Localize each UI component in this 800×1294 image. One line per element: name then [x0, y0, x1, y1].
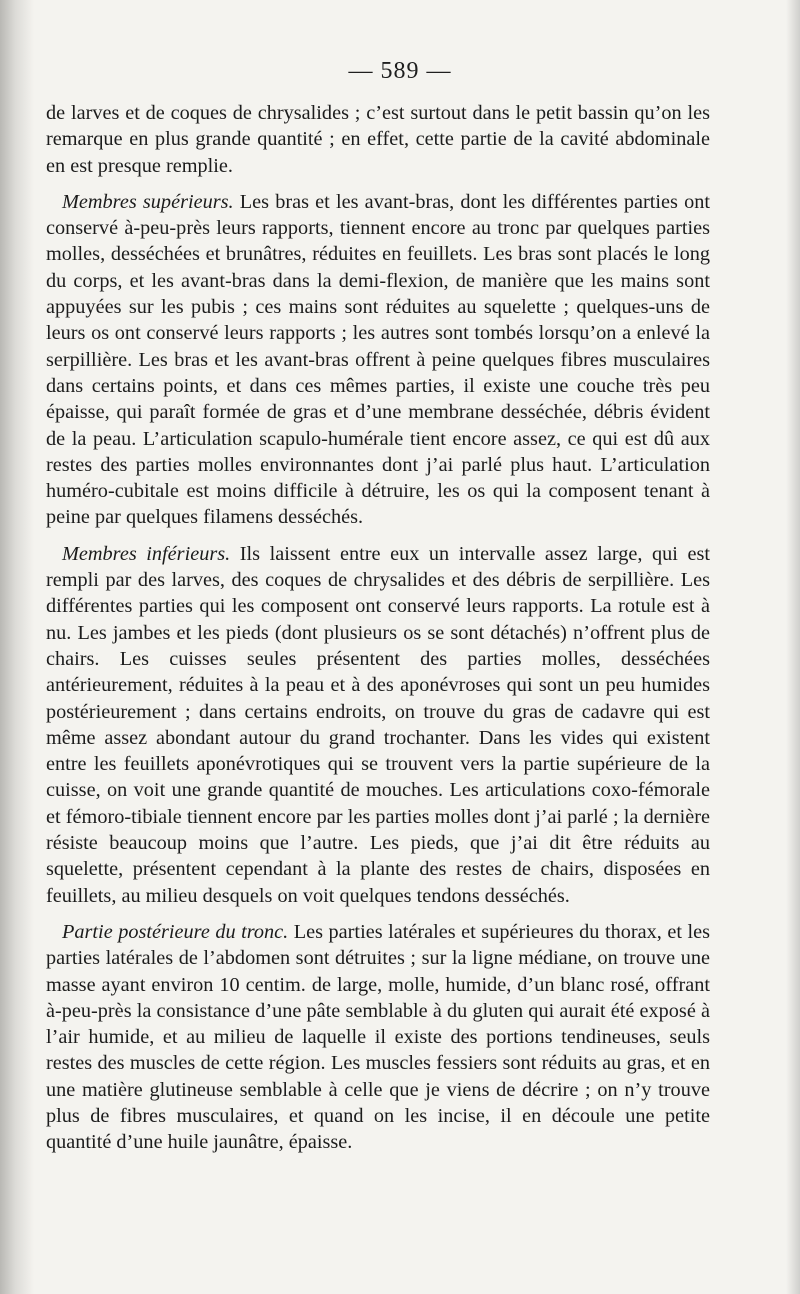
paragraph-text: de larves et de coques de chrysalides ; c’est surtout dans le petit bassin qu’on les remarque en plus grande quantité ; en effet, cette partie de la cavité abdominale en est presque remplie.: [46, 102, 710, 177]
paragraph-membres-inferieurs: [46, 541, 710, 909]
paragraph-continuation: [46, 100, 710, 179]
paragraph-text: Les bras et les avant-bras, dont les différentes parties ont conservé à-peu-près leurs rapports, tiennent encore au tronc par quelques parties molles, desséchées et brunâtres, réduites en feuillets. Les bras sont placés le long du corps, et les avant-bras dans la demi-flexion, de manière que les mains sont appuyées sur les pubis ; ces mains sont réduites au squelette ; quelques-uns de leurs os ont conservé leurs rapports ; les autres sont tombés lorsqu’on a enlevé la serpillière. Les bras et les avant-bras offrent à peine quelques fibres musculaires dans certains points, et dans ces mêmes parties, il existe une couche très peu épaisse, qui paraît formée de gras et d’une membrane desséchée, débris évident de la peau. L’articulation scapulo-humérale tient encore assez, ce qui est dû aux restes des parties molles environnantes dont j’ai parlé plus haut. L’articulation huméro-cubitale est moins difficile à détruire, les os qui la composent tenant à peine par quelques filamens desséchés.: [46, 190, 710, 529]
section-heading: Partie postérieure du tronc.: [62, 920, 289, 943]
section-heading: Membres supérieurs.: [62, 190, 234, 213]
paragraph-text: Les parties latérales et supérieures du thorax, et les parties latérales de l’abdomen sont détruites ; sur la ligne médiane, on trouve une masse ayant environ 10 centim. de large, molle, humide, d’un blanc rosé, offrant à-peu-près la consistance d’une pâte semblable à du gluten qui aurait été exposé à l’air humide, et au milieu de laquelle il existe des portions tendineuses, seuls restes des muscles de cette région. Les muscles fessiers sont réduits au gras, et en une matière glutineuse semblable à celle que je viens de décrire ; on n’y trouve plus de fibres musculaires, et quand on les incise, il en découle une petite quantité d’une huile jaunâtre, épaisse.: [46, 920, 711, 1154]
paragraph-text: Ils laissent entre eux un intervalle assez large, qui est rempli par des larves, des coques de chrysalides et des débris de serpillière. Les différentes parties qui les composent ont conservé leurs rapports. La rotule est à nu. Les jambes et les pieds (dont plusieurs os se sont détachés) n’offrent plus de chairs. Les cuisses seules présentent des parties molles, desséchées antérieurement, réduites à la peau et à des aponévroses qui sont un peu humides postérieurement ; dans certains endroits, on trouve du gras de cadavre qui est même assez abondant autour du grand trochanter. Dans les vides qui existent entre les feuillets aponévrotiques qui se trouvent vers la partie supérieure de la cuisse, on voit une grande quantité de mouches. Les articulations coxo-fémorale et fémoro-tibiale tiennent encore par les parties molles dont j’ai parlé ; la dernière résiste beaucoup moins que l’autre. Les pieds, que j’ai dit être réduits au squelette, présentent cependant à la plante des restes de chairs, disposées en feuillets, au milieu desquels on voit quelques tendons desséchés.: [46, 542, 711, 907]
section-heading: Membres inférieurs.: [62, 542, 231, 565]
page-number: — 589 —: [348, 58, 452, 84]
paragraph-membres-superieurs: [46, 189, 710, 531]
paragraph-partie-posterieure: [46, 919, 710, 1156]
body-text: [46, 100, 710, 1156]
